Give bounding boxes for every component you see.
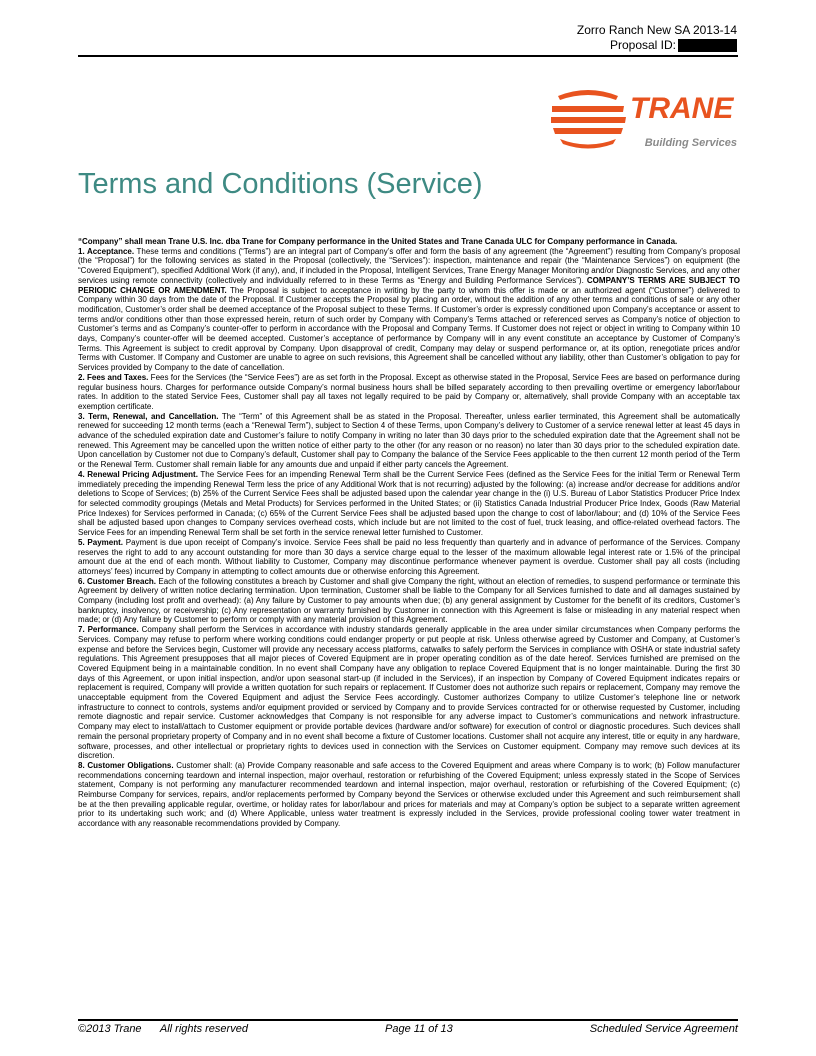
section-heading: 5. Payment. <box>78 537 124 547</box>
section-text: Company shall perform the Services in accordance with industry standards generally applicable in the area under similar circumstances when Company performs the Services. Company may refuse to perform where working conditions could endanger property or put people at risk. Unless otherwise agreed by Customer and Company, at Customer’s expense and before the Services begin, Customer will provide any necessary access platforms, catwalks to safely perform the Services in compliance with OSHA or state industrial safety regulations. This Agreement presupposes that all major pieces of Covered Equipment are in proper operating condition as of the date hereof. Services furnished are premised on the Covered Equipment being in a maintainable condition. In no event shall Company have any obligation to replace Covered Equipment that is no longer maintainable. During the first 30 days of this Agreement, or upon initial inspection, and/or upon seasonal start-up (if included in the Services), if an inspection by Company of Covered Equipment indicates repairs or replacement is required, Company will provide a written quotation for such repairs or replacement. If Customer does not authorize such repairs or replacement, Company may remove the unacceptable equipment from the Covered Equipment and adjust the Service Fees accordingly. Customer authorizes Company to utilize Customer’s telephone line or network infrastructure to connect to controls, systems and/or equipment provided or serviced by Company and to provide Services contracted for or otherwise requested by Customer, including remote diagnostic and repair service. Customer acknowledges that Company is not responsible for any adverse impact to Customer’s communications and network infrastructure. Company may elect to install/attach to Customer equipment or provide portable devices (hardware and/or software) for execution of control or diagnostic procedures. Such devices shall remain the personal proprietary property of Company and in no event shall become a fixture of Customer locations. Customer shall not acquire any interest, title or equity in any hardware, software, processes, and other intellectual or proprietary rights to devices used in connection with the Services on Customer equipment. Company may remove such devices at its discretion. <box>78 625 740 761</box>
redacted-proposal-id <box>678 39 737 52</box>
proposal-id-row <box>577 38 737 53</box>
section-customer-breach <box>78 577 740 626</box>
footer-page-number: Page 11 of 13 <box>385 1023 453 1035</box>
section-customer-obligations <box>78 761 740 829</box>
footer-copyright: ©2013 Trane <box>78 1023 142 1035</box>
section-text: The “Term” of this Agreement shall be as stated in the Proposal. Thereafter, unless earlier terminated, this Agreement shall be automatically renewed for succeeding 12 month terms (each a “Renewal Term”), subject to Section 4 of these Terms, upon Company’s delivery to Customer of a service renewal letter at least 45 days in advance of the scheduled expiration date and Customer’s failure to notify Company in writing no later than 30 days prior to the scheduled expiration date that the Agreement shall not be renewed. This Agreement may be cancelled upon the written notice of either party to the other (for any reason or no reason) no later than 30 days prior to the scheduled expiration date. Upon cancellation by Customer not due to Company’s default, Customer shall pay to Company the balance of the Service Fees applicable to the then current 12 month period of the Term or the Renewal Term. Customer shall remain liable for any amounts due and unpaid if either party cancels the Agreement. <box>78 411 740 470</box>
section-text: These terms and conditions (“Terms”) are an integral part of Company’s offer and form the basis of any agreement (the “Agreement”) resulting from Company’s proposal (the “Proposal”) for the following services as stated in the Proposal (collectively, the “Services”): inspection, maintenance and repair (the “Maintenance Services”) on equipment (the “Covered Equipment”), specified Additional Work (if any), and, if included in the Proposal, Intelligent Services, Trane Energy Manager Monitoring and/or Diagnostic Services, and any other services using remote connectivity (collectively and individually referred to in these Terms as “Energy and Building Performance Services”). <box>78 246 740 285</box>
section-fees-taxes <box>78 373 740 412</box>
section-heading: 6. Customer Breach. <box>78 576 157 586</box>
section-text: Each of the following constitutes a breach by Customer and shall give Company the right, without an election of remedies, to suspend performance or terminate this Agreement by delivery of written notice declaring termination. Upon termination, Customer shall be liable to the Company for all Services furnished to date and all damages sustained by Company (including lost profit and overhead): (a) Any failure by Customer to pay amounts when due; (b) any general assignment by Customer for the benefit of its creditors, Customer’s bankruptcy, insolvency, or receivership; (c) Any representation or warranty furnished by Customer in connection with this Agreement is false or misleading in any material respect when made; or (d) Any failure by Customer to perform or comply with any material provision of this Agreement. <box>78 576 741 625</box>
section-heading: 2. Fees and Taxes. <box>78 372 149 382</box>
section-heading: 1. Acceptance. <box>78 246 135 256</box>
intro-definition <box>78 237 740 247</box>
footer-rule <box>78 1019 738 1021</box>
section-performance <box>78 625 740 761</box>
page-title: Terms and Conditions (Service) <box>78 168 483 200</box>
section-acceptance <box>78 247 740 373</box>
section-text-tail: The Proposal is subject to acceptance in writing by the party to whom this offer is made or an authorized agent (“Customer”) delivered to Company within 30 days from the date of the Proposal. If Customer accepts the Proposal by placing an order, without the addition of any other terms and conditions of sale or any other modification, Customer’s order shall be deemed acceptance of the Proposal subject to these Terms. If Customer’s order is expressly conditioned upon Company’s acceptance or assent to terms and/or conditions other than those expressed herein, return of such order by Company with Company’s Terms attached or referenced serves as Company’s notice of objection to Customer’s terms and as Company’s counter-offer to perform in accordance with the Proposal and Company Terms. If Customer does not reject or object in writing to Company within 10 days, Company’s counter-offer will be deemed accepted. Customer’s acceptance of performance by Company will in any event constitute an acceptance by Customer of Company’s Terms. This Agreement is subject to credit approval by Company. Upon disapproval of credit, Company may delay or suspend performance or, at its option, renegotiate prices and/or Terms with Customer. If Company and Customer are unable to agree on such revisions, this Agreement shall be cancelled without any liability, other than Customer’s obligation to pay for Services provided by Company to the date of cancellation. <box>78 285 740 373</box>
proposal-id-label: Proposal ID: <box>609 38 676 52</box>
trane-logo-graphic <box>550 82 740 152</box>
section-emphasis: COMPANY’S TERMS ARE SUBJECT TO PERIODIC CHANGE OR AMENDMENT. <box>78 275 740 295</box>
terms-body <box>78 237 740 829</box>
section-renewal-pricing <box>78 470 740 538</box>
section-heading: 7. Performance. <box>78 625 139 635</box>
section-text: Customer shall: (a) Provide Company reasonable and safe access to the Covered Equipment and areas where Company is to work; (b) Follow manufacturer recommendations concerning teardown and internal inspection, major overhaul, restoration or refurbishing of the Covered Equipment; unless expressly stated in the Scope of Services statement, Company is not performing any manufacturer recommended teardown and internal inspection, major overhaul, restoration or refurbishing of the Covered Equipment; (c) Reimburse Company for services, repairs, and/or replacements performed by Company beyond the Services or otherwise excluded under this Agreement and such reimbursement shall be at the then prevailing applicable regular, overtime, or holiday rates for labor/labour and prices for materials and may at Company’s option be subject to a separate written agreement prior to its undertaking such work; and (d) Where Applicable, unless water treatment is expressly included in the Services, provide professional cooling tower water treatment in accordance with any reasonable recommendations provided by Company. <box>78 760 740 829</box>
header-project-line: Zorro Ranch New SA 2013-14 <box>576 23 737 37</box>
section-heading: 4. Renewal Pricing Adjustment. <box>78 469 198 479</box>
section-text: The Service Fees for an impending Renewal Term shall be the Current Service Fees (defined as the Service Fees for the initial Term or Renewal Term immediately preceding the impending Renewal Term less the price of any Additional Work that is not recurring) adjusted by the following: (a) increase and/or decrease for additions and/or deletions to Scope of Services; (b) 25% of the Current Service Fees shall be adjusted based upon the calendar year change in the (i) U.S. Bureau of Labor Statistics Producer Price Index for selected commodity groupings (Metals and Metal Products) for Services performed in the United States; or (ii) Statistics Canada Industrial Producer Price Index, Goods (Raw Material Price Indexes) for Services performed in Canada; (c) 65% of the Current Service Fees shall be adjusted based upon the change to cost of labor/labour; and (d) 10% of the Service Fees shall be adjusted based upon changes to Company services overhead costs, which include but are not limited to the cost of fuel, truck leasing, and office-related overhead factors. The Service Fees for an impending Renewal Term shall be set forth in the service renewal letter furnished to Customer. <box>78 469 740 538</box>
section-heading: 3. Term, Renewal, and Cancellation. <box>78 411 219 421</box>
page-header <box>577 23 737 53</box>
footer-left <box>78 1023 248 1035</box>
footer-document-name: Scheduled Service Agreement <box>589 1023 738 1035</box>
section-term-renewal <box>78 412 740 470</box>
trane-logo <box>550 82 740 152</box>
section-text: Fees for the Services (the “Service Fees”) are as set forth in the Proposal. Except as otherwise stated in the Proposal, Service Fees are based on performance during regular business hours. Charges for performance outside Company’s normal business hours shall be billed separately according to then prevailing overtime or emergency labor/labour rates. In addition to the stated Service Fees, Customer shall pay all taxes not legally required to be paid by Company or, alternatively, shall provide Company with an acceptable tax exemption certificate. <box>78 372 740 411</box>
trane-circle-mark <box>551 90 626 149</box>
section-heading: 8. Customer Obligations. <box>78 760 174 770</box>
logo-brand-text: TRANE <box>630 92 734 125</box>
logo-subtitle-text: Building Services <box>644 137 737 149</box>
footer-rights: All rights reserved <box>159 1023 248 1035</box>
section-payment <box>78 538 740 577</box>
page-footer <box>78 1023 738 1035</box>
header-rule <box>78 55 738 57</box>
intro-text: “Company” shall mean Trane U.S. Inc. dba Trane for Company performance in the United States and Trane Canada ULC for Company performance in Canada. <box>78 237 678 246</box>
section-text: Payment is due upon receipt of Company’s invoice. Service Fees shall be paid no less frequently than quarterly and in advance of performance of the Services. Company reserves the right to add to any account outstanding for more than 30 days a service charge equal to the lesser of the maximum allowable legal interest rate or 1.5% of the principal amount due at the end of each month. Without liability to Customer, Company may discontinue performance whenever payment is overdue. Customer shall pay all costs (including attorneys’ fees) incurred by Company in attempting to collect amounts due or otherwise enforcing this Agreement. <box>78 537 741 576</box>
